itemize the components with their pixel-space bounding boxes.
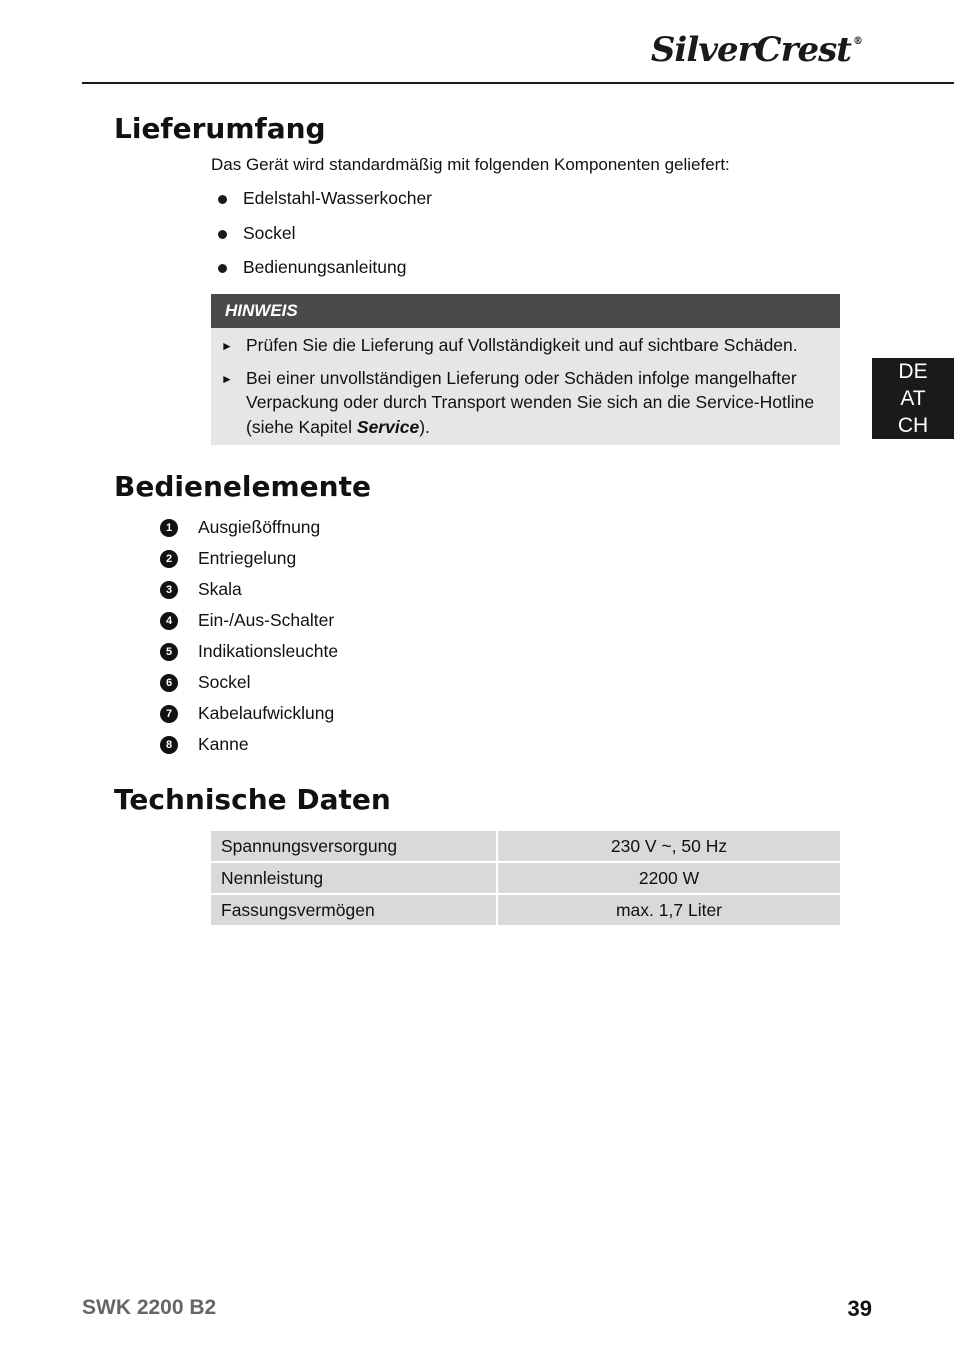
list-item: Sockel [218,223,432,258]
bullet-icon [218,195,227,204]
list-item: 3 Skala [160,574,338,605]
list-item: 7 Kabelaufwicklung [160,698,338,729]
section-title-technische-daten: Technische Daten [114,783,391,816]
arrow-right-icon: ► [221,339,233,353]
hinweis-item: ► Bei einer unvollständigen Lieferung oder Schäden infolge mangelhafter Verpackung oder durch Transport wenden Sie sich an die Service-Hotline (siehe Kapitel Service). [221,366,826,440]
lieferumfang-intro: Das Gerät wird standardmäßig mit folgenden Komponenten geliefert: [211,155,730,174]
list-item: 8 Kanne [160,729,338,760]
brand-logo: SilverCrest ® [650,30,862,70]
number-badge: 1 [160,519,178,537]
section-title-bedienelemente: Bedienelemente [114,470,371,503]
hinweis-box [211,294,840,445]
table-row: Fassungsvermögen max. 1,7 Liter [211,895,840,925]
lieferumfang-list [218,188,432,292]
list-item: 4 Ein-/Aus-Schalter [160,605,338,636]
hinweis-title: HINWEIS [211,294,840,328]
list-item: 6 Sockel [160,667,338,698]
number-badge: 7 [160,705,178,723]
bedienelemente-list [160,512,338,760]
table-row: Nennleistung 2200 W [211,863,840,893]
list-item: 2 Entriegelung [160,543,338,574]
list-item: 1 Ausgießöffnung [160,512,338,543]
number-badge: 6 [160,674,178,692]
bullet-icon [218,264,227,273]
language-tab: DE AT CH [872,358,954,439]
hinweis-item: ► Prüfen Sie die Lieferung auf Vollständigkeit und auf sichtbare Schäden. [221,333,826,359]
list-item: 5 Indikationsleuchte [160,636,338,667]
number-badge: 5 [160,643,178,661]
spec-table [209,829,842,927]
bullet-icon [218,230,227,239]
number-badge: 2 [160,550,178,568]
page-number: 39 [847,1296,872,1321]
model-number: SWK 2200 B2 [82,1296,217,1319]
table-row: Spannungsversorgung 230 V ~, 50 Hz [211,831,840,861]
list-item: Bedienungsanleitung [218,257,432,292]
section-title-lieferumfang: Lieferumfang [114,112,326,145]
number-badge: 8 [160,736,178,754]
number-badge: 3 [160,581,178,599]
arrow-right-icon: ► [221,371,233,386]
number-badge: 4 [160,612,178,630]
header-rule [82,82,954,84]
list-item: Edelstahl-Wasserkocher [218,188,432,223]
